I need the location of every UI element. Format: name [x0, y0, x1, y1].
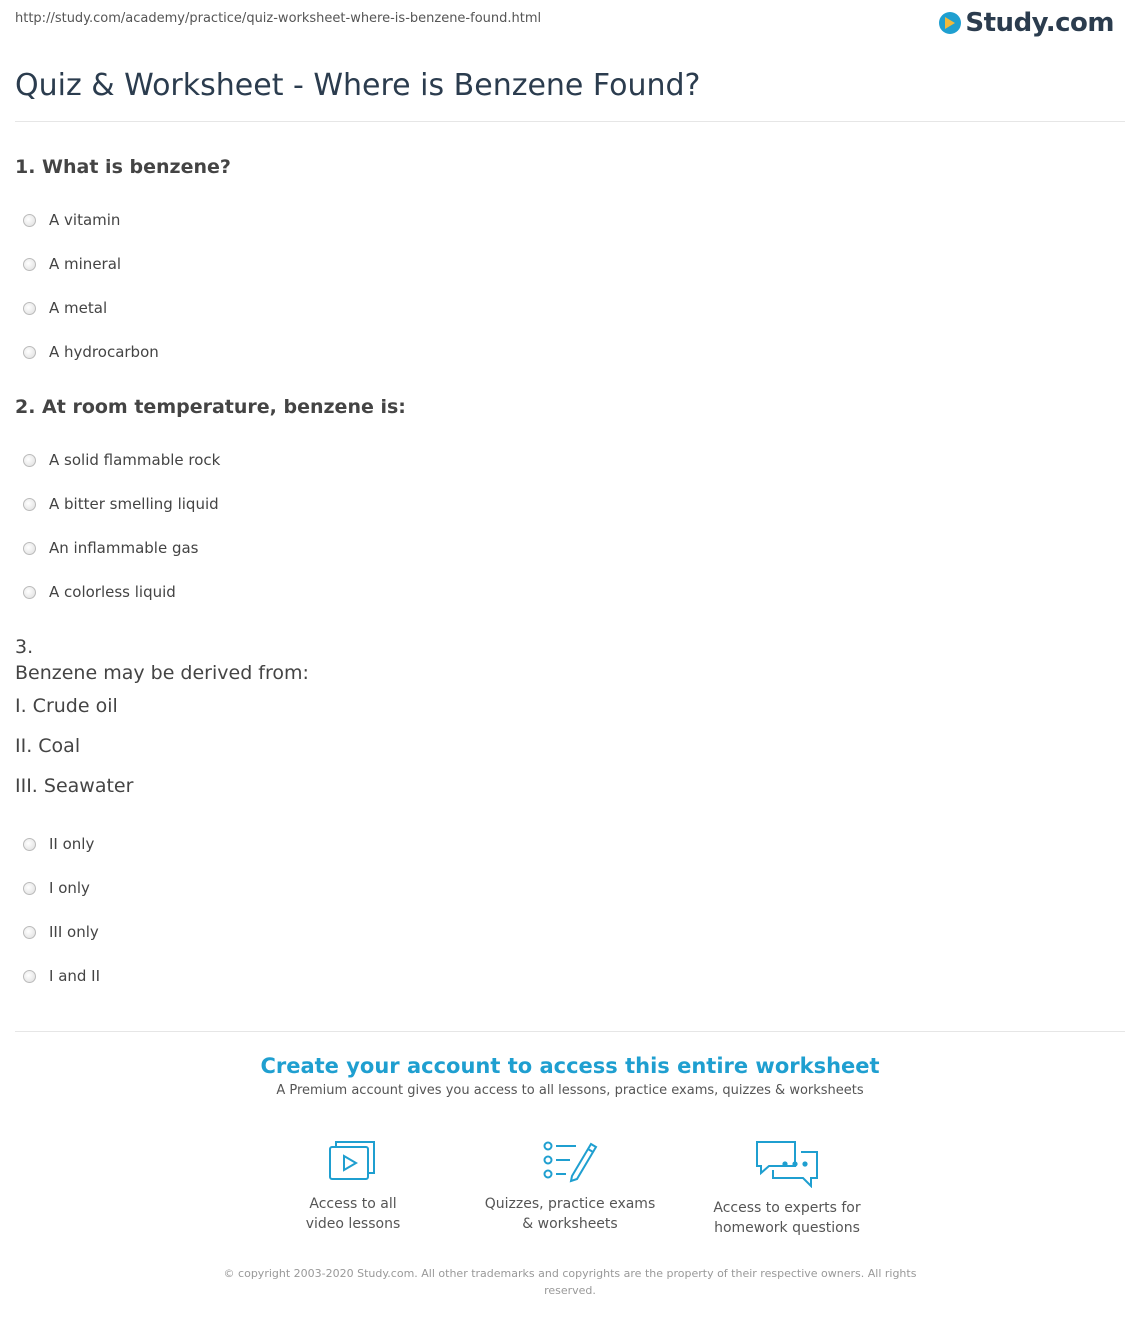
- play-logo-icon: [939, 12, 961, 34]
- question-line: II. Coal: [15, 735, 81, 757]
- radio-button[interactable]: [23, 926, 36, 939]
- question-2: [15, 394, 1125, 614]
- signup-cta: [0, 1054, 1140, 1098]
- copyright-notice: © copyright 2003-2020 Study.com. All other trademarks and copyrights are the property of their respective owners. All rights reserved.: [223, 1267, 917, 1297]
- answer-options: [15, 438, 1125, 614]
- cta-subtitle: A Premium account gives you access to all lessons, practice exams, quizzes & worksheets: [276, 1083, 864, 1098]
- divider: [15, 1031, 1125, 1032]
- answer-option[interactable]: [15, 438, 1125, 482]
- video-lesson-icon: [327, 1138, 379, 1184]
- radio-button[interactable]: [23, 542, 36, 555]
- answer-option[interactable]: [15, 910, 1125, 954]
- radio-button[interactable]: [23, 346, 36, 359]
- radio-button[interactable]: [23, 970, 36, 983]
- answer-option[interactable]: [15, 198, 1125, 242]
- radio-button[interactable]: [23, 498, 36, 511]
- feature-experts: [679, 1138, 896, 1238]
- option-label: III only: [49, 923, 99, 941]
- answer-option[interactable]: [15, 866, 1125, 910]
- question-line: III. Seawater: [15, 775, 134, 797]
- radio-button[interactable]: [23, 454, 36, 467]
- answer-option[interactable]: [15, 954, 1125, 998]
- study-logo[interactable]: [939, 8, 1114, 38]
- feature-label: Access to all video lessons: [305, 1196, 401, 1232]
- option-label: A colorless liquid: [49, 583, 176, 601]
- feature-label: Access to experts for homework questions: [713, 1200, 861, 1236]
- quiz-checklist-icon: [542, 1138, 598, 1184]
- page-title: Quiz & Worksheet - Where is Benzene Found?: [15, 68, 701, 103]
- radio-button[interactable]: [23, 586, 36, 599]
- feature-video-lessons: [245, 1138, 462, 1238]
- radio-button[interactable]: [23, 302, 36, 315]
- answer-option[interactable]: [15, 570, 1125, 614]
- question-title: 1. What is benzene?: [15, 156, 231, 178]
- answer-option[interactable]: [15, 242, 1125, 286]
- option-label: A mineral: [49, 255, 122, 273]
- question-line: I. Crude oil: [15, 695, 118, 717]
- premium-features: [0, 1138, 1140, 1238]
- answer-options: [15, 198, 1125, 374]
- question-title: 2. At room temperature, benzene is:: [15, 396, 406, 418]
- option-label: A solid flammable rock: [49, 451, 221, 469]
- cta-link[interactable]: Create your account to access this entire worksheet: [260, 1054, 880, 1078]
- option-label: A vitamin: [49, 211, 121, 229]
- option-label: I and II: [49, 967, 101, 985]
- radio-button[interactable]: [23, 214, 36, 227]
- radio-button[interactable]: [23, 882, 36, 895]
- answer-option[interactable]: [15, 286, 1125, 330]
- answer-option[interactable]: [15, 526, 1125, 570]
- option-label: An inflammable gas: [49, 539, 199, 557]
- question-number: 3.: [15, 636, 34, 658]
- answer-option[interactable]: [15, 330, 1125, 374]
- divider: [15, 121, 1125, 122]
- option-label: I only: [49, 879, 90, 897]
- option-label: II only: [49, 835, 95, 853]
- feature-quizzes: [462, 1138, 679, 1238]
- feature-label: Quizzes, practice exams & worksheets: [484, 1196, 656, 1232]
- radio-button[interactable]: [23, 838, 36, 851]
- page-url: http://study.com/academy/practice/quiz-worksheet-where-is-benzene-found.html: [15, 11, 542, 26]
- option-label: A hydrocarbon: [49, 343, 159, 361]
- logo-text: Study.com: [965, 8, 1114, 38]
- question-title: Benzene may be derived from:: [15, 662, 309, 684]
- option-label: A metal: [49, 299, 108, 317]
- answer-options: [15, 822, 1125, 998]
- question-3: [15, 634, 1125, 998]
- radio-button[interactable]: [23, 258, 36, 271]
- chat-experts-icon: [755, 1138, 819, 1188]
- answer-option[interactable]: [15, 482, 1125, 526]
- option-label: A bitter smelling liquid: [49, 495, 219, 513]
- question-1: [15, 154, 1125, 374]
- answer-option[interactable]: [15, 822, 1125, 866]
